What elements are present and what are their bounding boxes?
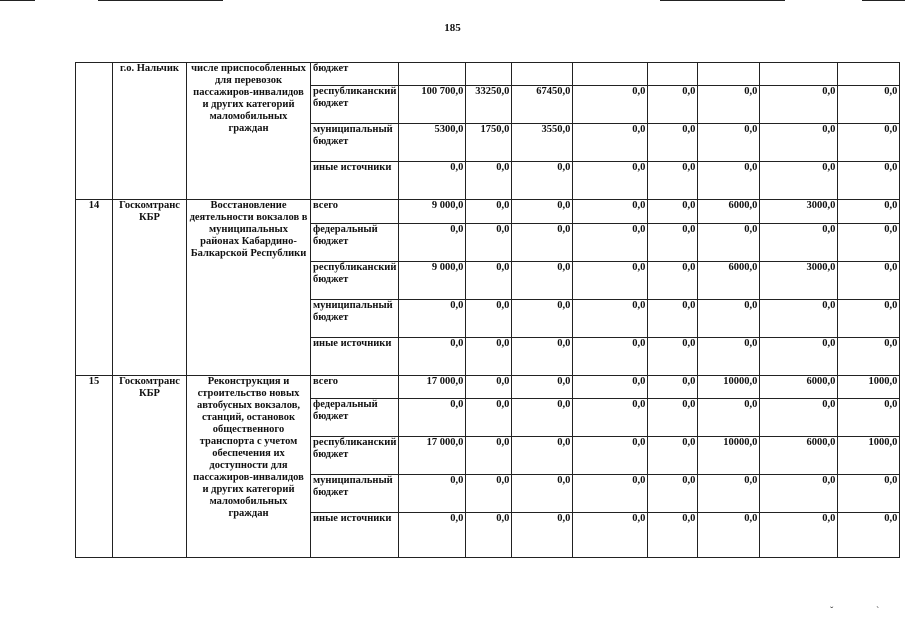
funding-source-cell: республиканский бюджет [311,86,399,124]
amount-cell: 0,0 [698,475,760,513]
amount-cell: 0,0 [838,475,900,513]
amount-cell [573,63,648,86]
amount-cell: 0,0 [466,262,512,300]
amount-cell: 0,0 [698,399,760,437]
amount-cell: 6000,0 [760,437,838,475]
amount-cell: 0,0 [760,86,838,124]
amount-cell: 0,0 [698,513,760,558]
scan-mark: ˇ [830,606,834,617]
executor-cell: г.о. Нальчик [113,63,187,200]
amount-cell: 1000,0 [838,437,900,475]
amount-cell: 0,0 [760,224,838,262]
funding-source-cell: иные источники [311,162,399,200]
amount-cell: 0,0 [466,224,512,262]
funding-source-cell: иные источники [311,338,399,376]
amount-cell: 0,0 [760,124,838,162]
amount-cell: 0,0 [648,513,698,558]
amount-cell: 10000,0 [698,437,760,475]
scan-edge-line [862,0,905,1]
amount-cell: 0,0 [838,399,900,437]
amount-cell: 0,0 [399,475,466,513]
funding-source-cell: федеральный бюджет [311,399,399,437]
amount-cell: 0,0 [838,300,900,338]
amount-cell: 0,0 [698,300,760,338]
executor-cell: Госкомтранс КБР [113,376,187,558]
amount-cell: 0,0 [573,224,648,262]
amount-cell: 0,0 [466,513,512,558]
amount-cell: 0,0 [648,338,698,376]
table-row [76,200,900,224]
amount-cell: 0,0 [760,513,838,558]
amount-cell: 6000,0 [698,262,760,300]
amount-cell: 0,0 [399,513,466,558]
amount-cell: 9 000,0 [399,262,466,300]
amount-cell: 0,0 [573,86,648,124]
amount-cell: 17 000,0 [399,376,466,399]
amount-cell: 5300,0 [399,124,466,162]
amount-cell: 0,0 [648,124,698,162]
amount-cell: 3550,0 [512,124,573,162]
amount-cell: 0,0 [512,399,573,437]
amount-cell: 100 700,0 [399,86,466,124]
amount-cell: 0,0 [573,399,648,437]
amount-cell: 0,0 [512,338,573,376]
amount-cell: 0,0 [512,300,573,338]
amount-cell: 0,0 [466,437,512,475]
amount-cell [466,63,512,86]
event-cell: числе приспособленных для перевозок пассажиров-инвалидов и других категорий маломобильных граждан [187,63,311,200]
event-cell: Восстановление деятельности вокзалов в муниципальных районах Кабардино-Балкарской Республики [187,200,311,376]
page-number: 185 [444,22,461,34]
amount-cell: 67450,0 [512,86,573,124]
amount-cell: 0,0 [512,200,573,224]
funding-source-cell: федеральный бюджет [311,224,399,262]
amount-cell: 0,0 [466,475,512,513]
amount-cell: 0,0 [512,437,573,475]
amount-cell: 0,0 [573,124,648,162]
amount-cell: 0,0 [648,262,698,300]
amount-cell: 0,0 [399,224,466,262]
amount-cell: 0,0 [573,262,648,300]
amount-cell: 0,0 [573,338,648,376]
amount-cell: 0,0 [466,200,512,224]
amount-cell: 0,0 [838,200,900,224]
amount-cell: 0,0 [648,200,698,224]
amount-cell: 0,0 [573,300,648,338]
amount-cell: 0,0 [512,224,573,262]
amount-cell: 0,0 [838,513,900,558]
amount-cell: 0,0 [838,124,900,162]
amount-cell: 0,0 [760,399,838,437]
amount-cell: 33250,0 [466,86,512,124]
amount-cell: 10000,0 [698,376,760,399]
amount-cell [838,63,900,86]
scan-edge-line [0,0,35,1]
amount-cell: 0,0 [466,162,512,200]
amount-cell: 0,0 [838,262,900,300]
amount-cell: 0,0 [838,86,900,124]
row-number [76,63,113,200]
amount-cell: 0,0 [466,338,512,376]
amount-cell: 1750,0 [466,124,512,162]
executor-cell: Госкомтранс КБР [113,200,187,376]
amount-cell: 0,0 [512,475,573,513]
amount-cell [698,63,760,86]
amount-cell: 6000,0 [760,376,838,399]
amount-cell: 0,0 [573,475,648,513]
scan-mark: ˋ [876,606,880,617]
amount-cell [760,63,838,86]
amount-cell: 0,0 [573,437,648,475]
row-number: 15 [76,376,113,558]
amount-cell [648,63,698,86]
amount-cell: 0,0 [698,162,760,200]
amount-cell: 0,0 [399,338,466,376]
event-cell: Реконструкция и строительство новых автобусных вокзалов, станций, остановок общественного транспорта с учетом обеспечения их доступности для пассажиров-инвалидов и других категорий маломобильных граждан [187,376,311,558]
amount-cell: 0,0 [573,162,648,200]
amount-cell: 1000,0 [838,376,900,399]
amount-cell: 3000,0 [760,262,838,300]
amount-cell: 0,0 [648,376,698,399]
amount-cell: 17 000,0 [399,437,466,475]
funding-source-cell: муниципальный бюджет [311,475,399,513]
amount-cell: 6000,0 [698,200,760,224]
amount-cell: 0,0 [466,300,512,338]
funding-source-cell: всего [311,200,399,224]
amount-cell: 0,0 [573,376,648,399]
amount-cell: 0,0 [399,300,466,338]
funding-source-cell: республиканский бюджет [311,437,399,475]
amount-cell: 0,0 [512,262,573,300]
amount-cell: 0,0 [512,376,573,399]
amount-cell: 0,0 [760,338,838,376]
amount-cell: 0,0 [512,162,573,200]
funding-source-cell: бюджет [311,63,399,86]
amount-cell: 0,0 [573,200,648,224]
amount-cell: 0,0 [698,338,760,376]
amount-cell: 0,0 [573,513,648,558]
amount-cell: 0,0 [698,124,760,162]
amount-cell: 0,0 [648,475,698,513]
amount-cell: 0,0 [648,162,698,200]
amount-cell [512,63,573,86]
amount-cell: 0,0 [838,338,900,376]
amount-cell: 0,0 [698,86,760,124]
budget-table [75,62,900,558]
row-number: 14 [76,200,113,376]
table-row [76,376,900,399]
amount-cell: 0,0 [399,399,466,437]
amount-cell: 0,0 [838,162,900,200]
scan-edge-line [660,0,785,1]
amount-cell: 0,0 [838,224,900,262]
amount-cell: 0,0 [648,224,698,262]
amount-cell: 0,0 [648,300,698,338]
amount-cell: 3000,0 [760,200,838,224]
amount-cell: 0,0 [760,475,838,513]
amount-cell: 0,0 [466,399,512,437]
funding-source-cell: иные источники [311,513,399,558]
amount-cell [399,63,466,86]
funding-source-cell: муниципальный бюджет [311,300,399,338]
amount-cell: 0,0 [466,376,512,399]
funding-source-cell: всего [311,376,399,399]
funding-source-cell: муниципальный бюджет [311,124,399,162]
amount-cell: 9 000,0 [399,200,466,224]
amount-cell: 0,0 [399,162,466,200]
amount-cell: 0,0 [648,437,698,475]
amount-cell: 0,0 [760,300,838,338]
amount-cell: 0,0 [648,86,698,124]
table-row [76,63,900,86]
amount-cell: 0,0 [760,162,838,200]
amount-cell: 0,0 [648,399,698,437]
funding-source-cell: республиканский бюджет [311,262,399,300]
amount-cell: 0,0 [512,513,573,558]
amount-cell: 0,0 [698,224,760,262]
scan-edge-line [98,0,223,1]
